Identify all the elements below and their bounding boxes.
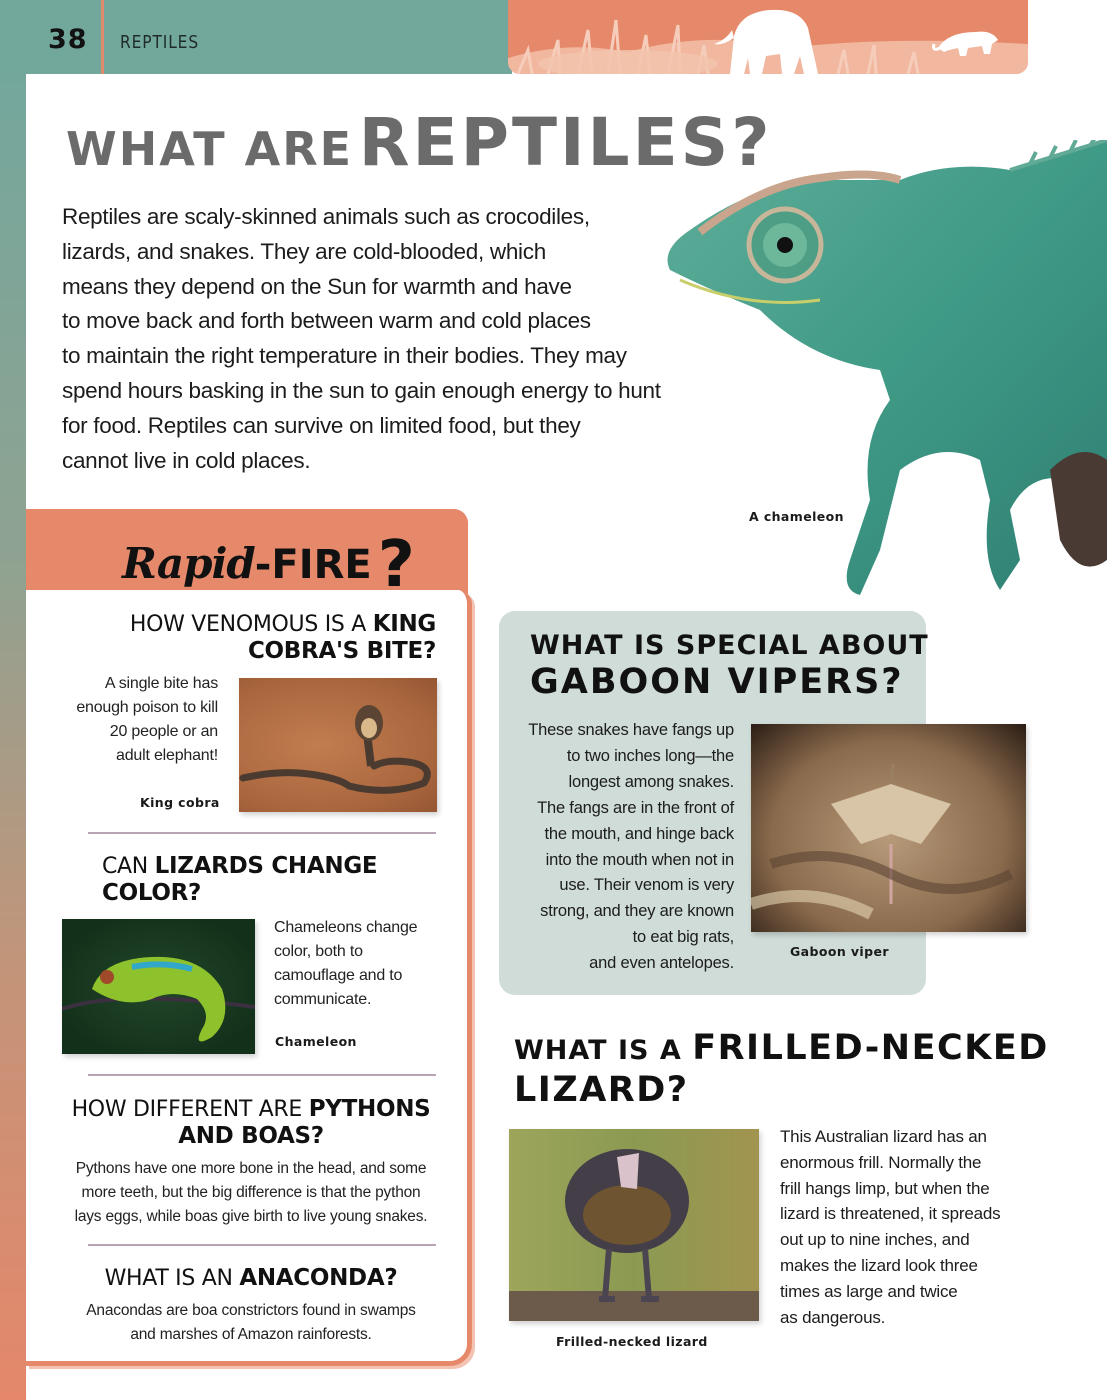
section-divider [88, 1074, 436, 1076]
question-heading-lizards-color: CAN LIZARDS CHANGE COLOR? [102, 853, 378, 906]
intro-line: to maintain the right temperature in their bodies. They may [62, 343, 627, 369]
page-number: 38 [48, 24, 88, 55]
frilled-lizard-heading: WHAT IS A FRILLED-NECKED LIZARD? [514, 1028, 1049, 1110]
title-prefix: WHAT ARE [66, 122, 354, 176]
section-label: REPTILES [120, 32, 200, 53]
question-heading-anaconda: WHAT IS AN ANACONDA? [104, 1265, 398, 1291]
page-header [0, 0, 512, 74]
savanna-banner [508, 0, 1028, 74]
intro-line: for food. Reptiles can survive on limited food, but they [62, 412, 581, 438]
panther-chameleon-photo [62, 919, 255, 1054]
question-heading-pythons-boas: HOW DIFFERENT ARE PYTHONS AND BOAS? [71, 1096, 431, 1149]
title-emphasis: REPTILES? [358, 104, 773, 181]
rapid-fire-script: Rapid [122, 539, 255, 588]
header-divider [101, 0, 104, 74]
intro-line: Reptiles are scaly-skinned animals such as crocodiles, [62, 204, 590, 229]
question-mark-icon: ? [377, 528, 415, 602]
section-divider [88, 1244, 436, 1246]
intro-line: to move back and forth between warm and cold places [62, 308, 591, 334]
pythons-boas-text: Pythons have one more bone in the head, and some more teeth, but the big difference is that the python lays eggs, while boas give birth to live young snakes. [74, 1160, 428, 1225]
rapid-fire-word: -FIRE [254, 542, 372, 588]
question-heading-king-cobra: HOW VENOMOUS IS A KING COBRA'S BITE? [129, 611, 436, 664]
king-cobra-caption: King cobra [140, 795, 220, 810]
gaboon-viper-text: These snakes have fangs up to two inches long—the longest among snakes. The fangs are in the front of the mouth, and hinge back into the mouth when not in use. Their venom is very strong, and they are known to eat big rats, and even antelopes. [528, 721, 734, 973]
savanna-illustration [508, 0, 1028, 74]
frilled-lizard-photo [509, 1129, 759, 1321]
gaboon-viper-caption: Gaboon viper [790, 944, 889, 959]
intro-paragraph [62, 200, 722, 478]
chameleon-hero-image [650, 140, 1107, 615]
king-cobra-photo [239, 678, 437, 812]
frilled-lizard-text: This Australian lizard has an enormous frill. Normally the frill hangs limp, but when the lizard is threatened, it spreads out up to nine inches, and makes the lizard look three times as large and twice as dangerous. [780, 1127, 1001, 1327]
section-divider [88, 832, 436, 834]
intro-line: means they depend on the Sun for warmth and have [62, 273, 572, 299]
intro-line: lizards, and snakes. They are cold-blooded, which [62, 238, 546, 264]
hero-caption: A chameleon [749, 509, 844, 524]
chameleon-color-text: Chameleons change color, both to camouflage and to communicate. [274, 919, 418, 1008]
gaboon-viper-photo [751, 724, 1026, 932]
frilled-lizard-caption: Frilled-necked lizard [556, 1334, 708, 1349]
intro-line: cannot live in cold places. [62, 447, 311, 473]
intro-line: spend hours basking in the sun to gain enough energy to hunt [62, 377, 661, 403]
rapid-fire-title [122, 520, 415, 602]
anaconda-text: Anacondas are boa constrictors found in swamps and marshes of Amazon rainforests. [86, 1302, 416, 1343]
chameleon-caption: Chameleon [275, 1034, 357, 1049]
gaboon-viper-heading: WHAT IS SPECIAL ABOUT GABOON VIPERS? [530, 630, 929, 702]
king-cobra-text: A single bite has enough poison to kill 20 people or an adult elephant! [76, 675, 218, 764]
left-gradient-rail [0, 0, 26, 1400]
